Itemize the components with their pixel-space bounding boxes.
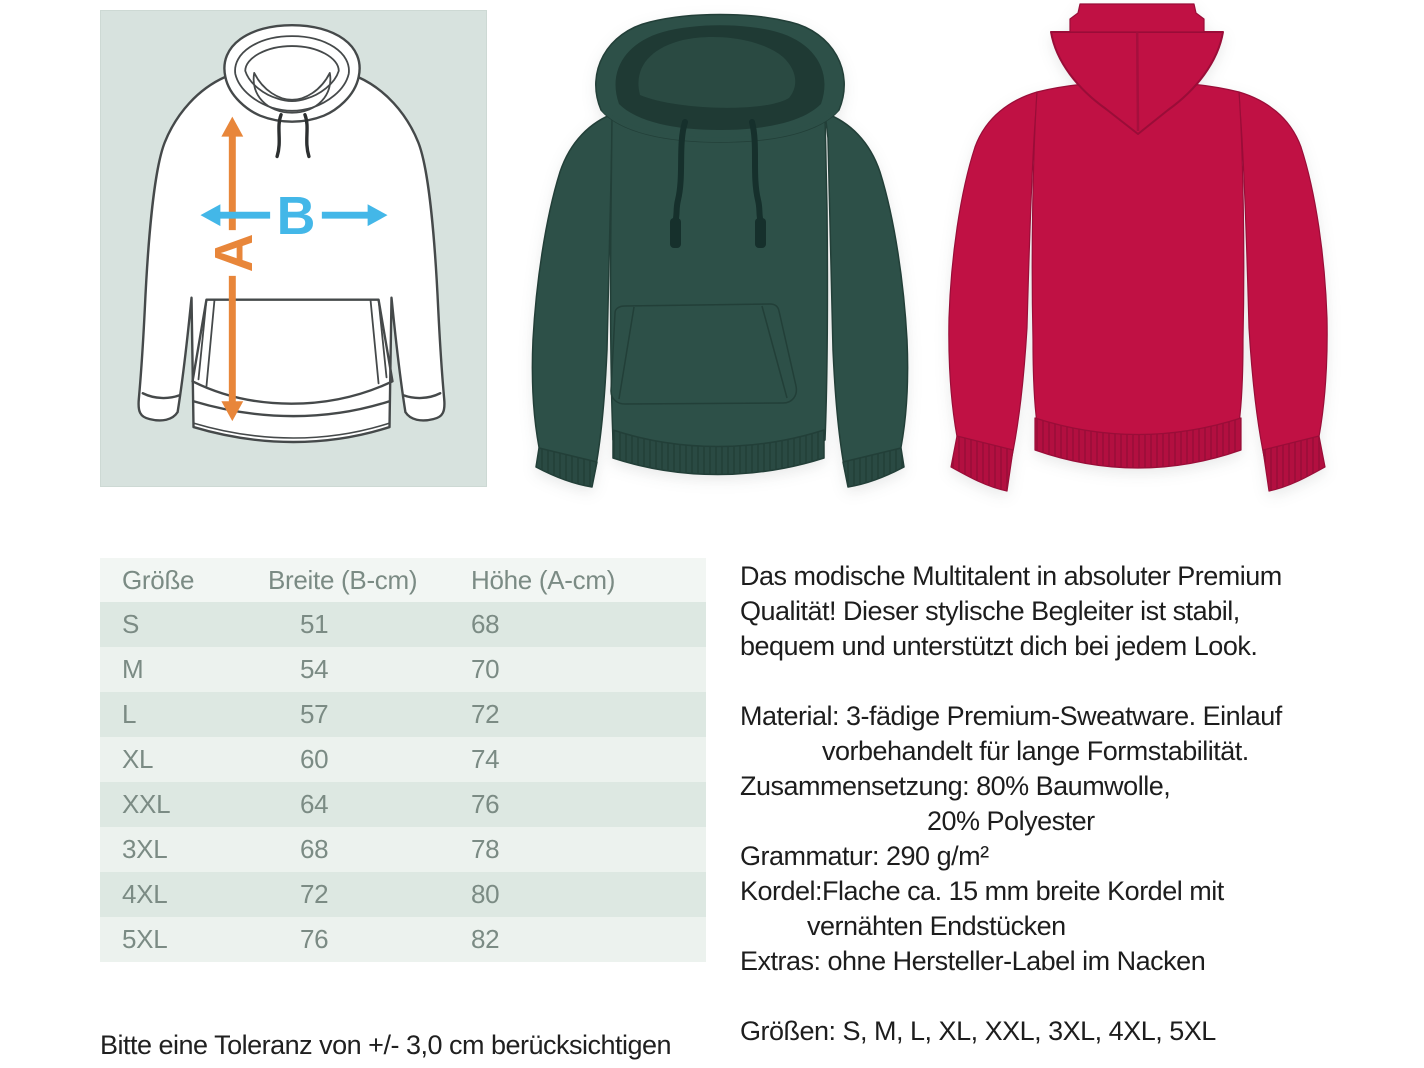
size-cell: 64 — [246, 782, 449, 827]
size-cell: M — [100, 647, 246, 692]
size-cell: 60 — [246, 737, 449, 782]
size-cell: 74 — [449, 737, 706, 782]
description-line: Kordel:Flache ca. 15 mm breite Kordel mit — [740, 876, 1224, 906]
description-line: Qualität! Dieser stylische Begleiter ist stabil, — [740, 596, 1240, 626]
size-cell: 70 — [449, 647, 706, 692]
description-line: Das modische Multitalent in absoluter Premium — [740, 561, 1282, 591]
size-cell: 5XL — [100, 917, 246, 962]
size-table-body — [100, 602, 706, 962]
size-measurement-diagram — [100, 10, 487, 487]
size-row — [100, 647, 706, 692]
size-cell: 80 — [449, 872, 706, 917]
size-row — [100, 692, 706, 737]
description-line: vernähten Endstücken — [807, 911, 1066, 941]
size-cell: 57 — [246, 692, 449, 737]
description-line: bequem und unterstützt dich bei jedem Look. — [740, 631, 1258, 661]
size-row — [100, 917, 706, 962]
description-line: Grammatur: 290 g/m² — [740, 841, 989, 871]
description-line: Größen: S, M, L, XL, XXL, 3XL, 4XL, 5XL — [740, 1016, 1216, 1046]
column-header-size: Größe — [100, 558, 246, 602]
product-description — [740, 559, 1410, 1049]
size-cell: 51 — [246, 602, 449, 647]
size-cell: XXL — [100, 782, 246, 827]
size-row — [100, 602, 706, 647]
product-photo-front — [515, 10, 925, 490]
product-photo-back — [938, 0, 1334, 500]
size-cell: S — [100, 602, 246, 647]
size-cell: 78 — [449, 827, 706, 872]
size-cell: 72 — [246, 872, 449, 917]
size-row — [100, 872, 706, 917]
size-cell: 3XL — [100, 827, 246, 872]
description-line: Material: 3-fädige Premium-Sweatware. Einlauf — [740, 701, 1282, 731]
size-row — [100, 782, 706, 827]
description-line: Zusammensetzung: 80% Baumwolle, — [740, 771, 1171, 801]
size-cell: XL — [100, 737, 246, 782]
size-cell: L — [100, 692, 246, 737]
size-table-header-row — [100, 558, 706, 602]
size-cell: 72 — [449, 692, 706, 737]
size-cell: 76 — [246, 917, 449, 962]
hoodie-outline — [139, 77, 445, 442]
description-line: vorbehandelt für lange Formstabilität. — [822, 736, 1249, 766]
size-cell: 82 — [449, 917, 706, 962]
label-a: A — [204, 233, 265, 273]
description-line: Extras: ohne Hersteller-Label im Nacken — [740, 946, 1206, 976]
size-cell: 68 — [246, 827, 449, 872]
column-header-width: Breite (B-cm) — [246, 558, 449, 602]
size-cell: 68 — [449, 602, 706, 647]
hoodie-front-image — [515, 10, 925, 490]
size-row — [100, 827, 706, 872]
tolerance-note: Bitte eine Toleranz von +/- 3,0 cm berücksichtigen — [100, 1030, 672, 1060]
size-cell: 76 — [449, 782, 706, 827]
size-cell: 54 — [246, 647, 449, 692]
label-b: B — [276, 186, 316, 247]
hoodie-back-image — [938, 0, 1334, 500]
description-line — [740, 664, 1410, 699]
size-row — [100, 737, 706, 782]
size-cell: 4XL — [100, 872, 246, 917]
hoodie-line-drawing — [101, 11, 486, 486]
size-table — [100, 558, 706, 962]
description-line: 20% Polyester — [927, 806, 1095, 836]
column-header-height: Höhe (A-cm) — [449, 558, 706, 602]
description-line — [740, 979, 1410, 1014]
